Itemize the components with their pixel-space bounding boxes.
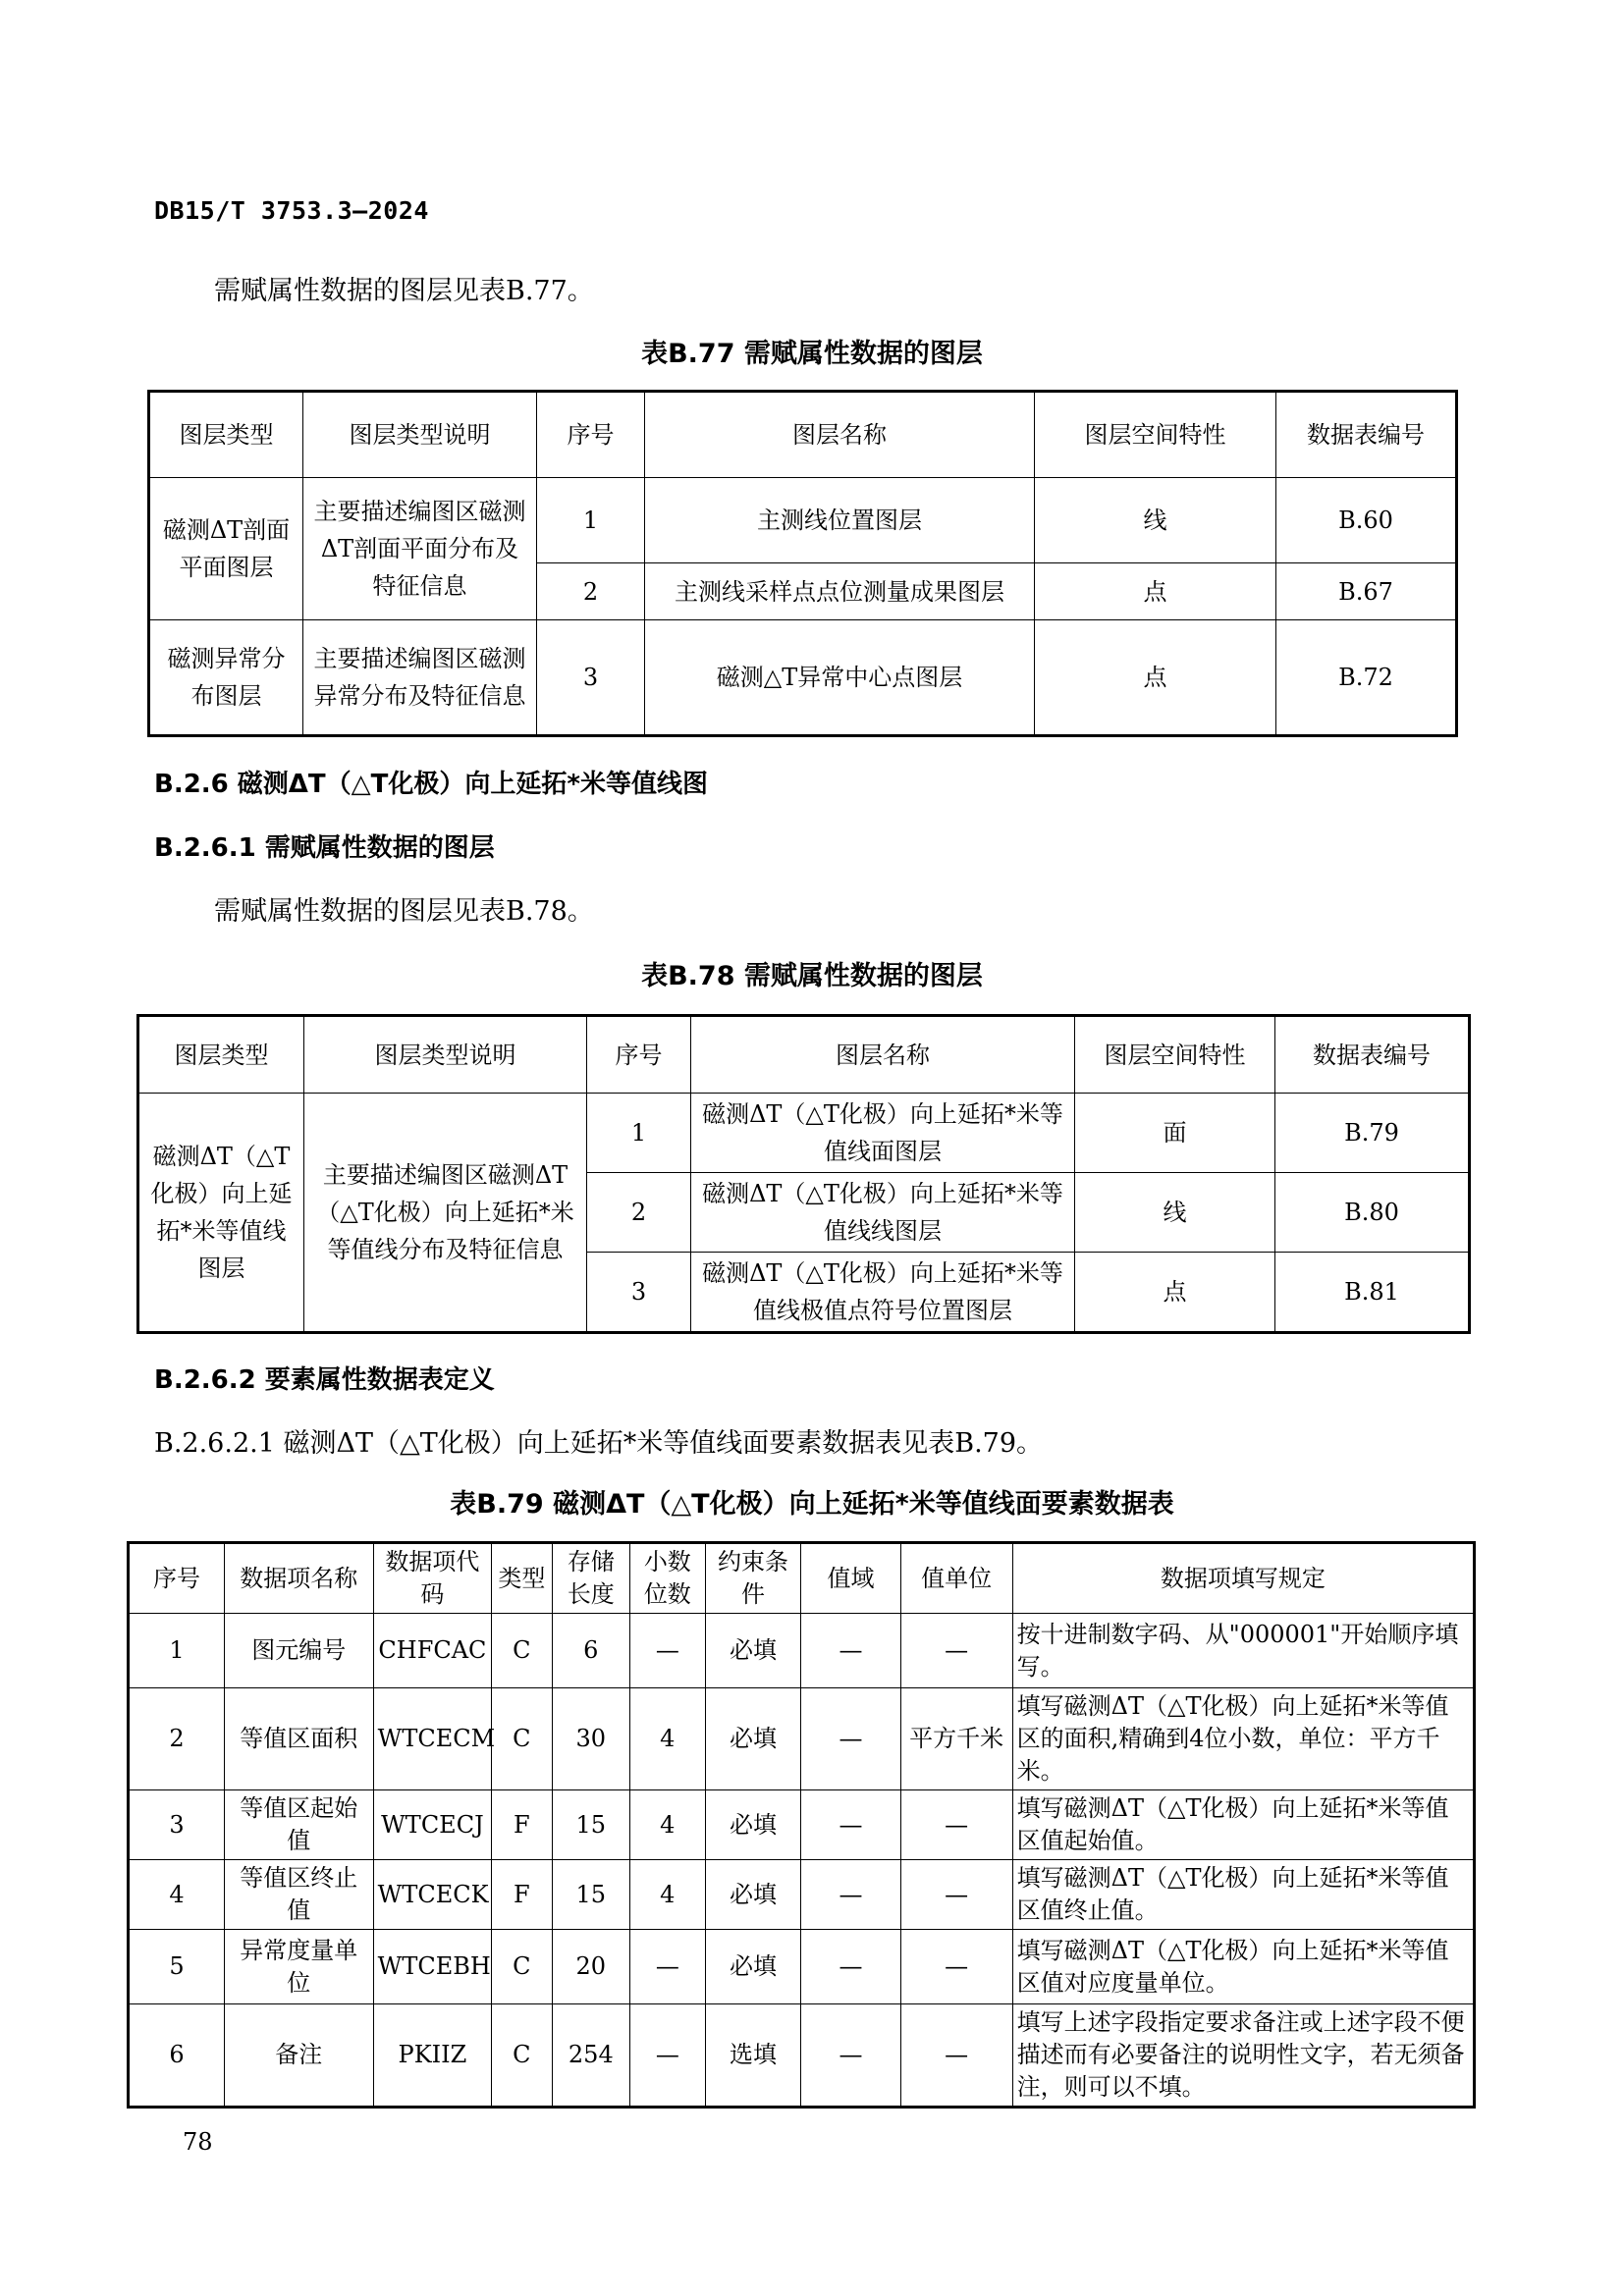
header-cell: 序号 (587, 1016, 691, 1094)
field-code-cell: PKIIZ (373, 2004, 492, 2108)
unit-cell: — (900, 1614, 1012, 1688)
table-no-cell: B.79 (1275, 1094, 1470, 1173)
field-code-cell: WTCECM (373, 1688, 492, 1790)
table-row (129, 2004, 1475, 2108)
header-cell: 图层类型说明 (303, 392, 537, 478)
table-b79-caption: 表B.79 磁测ΔT（△T化极）向上延拓*米等值线面要素数据表 (450, 1489, 1174, 1520)
field-name-cell: 异常度量单位 (224, 1930, 373, 2004)
field-name-cell: 等值区终止值 (224, 1860, 373, 1930)
no-cell: 1 (537, 478, 645, 563)
page-number: 78 (183, 2128, 213, 2156)
type-cell: C (492, 1614, 552, 1688)
field-code-cell: WTCEBH (373, 1930, 492, 2004)
layer-type-cell: 磁测ΔT剖面平面图层 (149, 478, 303, 620)
header-cell: 数据表编号 (1275, 1016, 1470, 1094)
section-heading-b26: B.2.6 磁测ΔT（△T化极）向上延拓*米等值线图 (154, 770, 708, 799)
rule-cell: 按十进制数字码、从"000001"开始顺序填写。 (1012, 1614, 1474, 1688)
type-cell: F (492, 1790, 552, 1860)
unit-cell: — (900, 1790, 1012, 1860)
table-no-cell: B.67 (1276, 563, 1457, 620)
table-b77-caption: 表B.77 需赋属性数据的图层 (641, 339, 983, 369)
header-cell: 序号 (537, 392, 645, 478)
length-cell: 254 (552, 2004, 630, 2108)
domain-cell: — (801, 1860, 900, 1930)
table-b78 (136, 1014, 1471, 1334)
header-cell: 值单位 (900, 1543, 1012, 1614)
paragraph-intro-b78: 需赋属性数据的图层见表B.78。 (214, 896, 594, 927)
spatial-cell: 面 (1075, 1094, 1275, 1173)
rule-cell: 填写磁测ΔT（△T化极）向上延拓*米等值区值起始值。 (1012, 1790, 1474, 1860)
table-row (138, 1094, 1470, 1173)
table-row (129, 1688, 1475, 1790)
field-name-cell: 等值区起始值 (224, 1790, 373, 1860)
length-cell: 15 (552, 1860, 630, 1930)
no-cell: 4 (129, 1860, 225, 1930)
spatial-cell: 点 (1075, 1253, 1275, 1333)
constraint-cell: 选填 (705, 2004, 801, 2108)
spatial-cell: 点 (1035, 620, 1276, 736)
header-cell: 数据表编号 (1276, 392, 1457, 478)
decimals-cell: 4 (630, 1790, 705, 1860)
field-code-cell: CHFCAC (373, 1614, 492, 1688)
header-cell: 图层名称 (645, 392, 1035, 478)
header-cell: 数据项代码 (373, 1543, 492, 1614)
constraint-cell: 必填 (705, 1614, 801, 1688)
layer-desc-cell: 主要描述编图区磁测ΔT剖面平面分布及特征信息 (303, 478, 537, 620)
layer-desc-cell: 主要描述编图区磁测ΔT（△T化极）向上延拓*米等值线分布及特征信息 (304, 1094, 587, 1333)
length-cell: 20 (552, 1930, 630, 2004)
rule-cell: 填写磁测ΔT（△T化极）向上延拓*米等值区值对应度量单位。 (1012, 1930, 1474, 2004)
constraint-cell: 必填 (705, 1860, 801, 1930)
header-cell: 图层空间特性 (1035, 392, 1276, 478)
unit-cell: — (900, 1860, 1012, 1930)
length-cell: 6 (552, 1614, 630, 1688)
no-cell: 2 (587, 1173, 691, 1253)
field-code-cell: WTCECJ (373, 1790, 492, 1860)
table-no-cell: B.81 (1275, 1253, 1470, 1333)
table-b77 (147, 390, 1458, 737)
layer-type-cell: 磁测ΔT（△T化极）向上延拓*米等值线图层 (138, 1094, 304, 1333)
section-heading-b261: B.2.6.1 需赋属性数据的图层 (154, 833, 495, 863)
no-cell: 2 (537, 563, 645, 620)
field-name-cell: 等值区面积 (224, 1688, 373, 1790)
paragraph-intro-b77: 需赋属性数据的图层见表B.77。 (214, 276, 594, 306)
header-cell: 数据项填写规定 (1012, 1543, 1474, 1614)
table-row (129, 1614, 1475, 1688)
table-row (129, 1930, 1475, 2004)
field-name-cell: 图元编号 (224, 1614, 373, 1688)
no-cell: 5 (129, 1930, 225, 2004)
header-cell: 图层类型 (149, 392, 303, 478)
header-cell: 图层空间特性 (1075, 1016, 1275, 1094)
decimals-cell: 4 (630, 1860, 705, 1930)
domain-cell: — (801, 1688, 900, 1790)
layer-name-cell: 磁测ΔT（△T化极）向上延拓*米等值线线图层 (691, 1173, 1075, 1253)
spatial-cell: 线 (1035, 478, 1276, 563)
domain-cell: — (801, 1614, 900, 1688)
field-code-cell: WTCECK (373, 1860, 492, 1930)
decimals-cell: — (630, 2004, 705, 2108)
type-cell: C (492, 1688, 552, 1790)
header-cell: 类型 (492, 1543, 552, 1614)
no-cell: 2 (129, 1688, 225, 1790)
header-cell: 序号 (129, 1543, 225, 1614)
header-cell: 数据项名称 (224, 1543, 373, 1614)
decimals-cell: 4 (630, 1688, 705, 1790)
header-cell: 图层名称 (691, 1016, 1075, 1094)
layer-name-cell: 磁测△T异常中心点图层 (645, 620, 1035, 736)
length-cell: 30 (552, 1688, 630, 1790)
table-no-cell: B.72 (1276, 620, 1457, 736)
table-b78-caption: 表B.78 需赋属性数据的图层 (641, 961, 983, 991)
header-cell: 图层类型说明 (304, 1016, 587, 1094)
table-row (129, 1860, 1475, 1930)
decimals-cell: — (630, 1930, 705, 2004)
table-no-cell: B.80 (1275, 1173, 1470, 1253)
domain-cell: — (801, 1930, 900, 2004)
no-cell: 1 (587, 1094, 691, 1173)
header-cell: 存储长度 (552, 1543, 630, 1614)
layer-name-cell: 主测线采样点点位测量成果图层 (645, 563, 1035, 620)
spatial-cell: 点 (1035, 563, 1276, 620)
rule-cell: 填写磁测ΔT（△T化极）向上延拓*米等值区的面积,精确到4位小数，单位：平方千米。 (1012, 1688, 1474, 1790)
rule-cell: 填写上述字段指定要求备注或上述字段不便描述而有必要备注的说明性文字，若无须备注，则可以不填。 (1012, 2004, 1474, 2108)
unit-cell: — (900, 1930, 1012, 2004)
unit-cell: 平方千米 (900, 1688, 1012, 1790)
header-cell: 小数位数 (630, 1543, 705, 1614)
type-cell: C (492, 2004, 552, 2108)
constraint-cell: 必填 (705, 1930, 801, 2004)
constraint-cell: 必填 (705, 1688, 801, 1790)
spatial-cell: 线 (1075, 1173, 1275, 1253)
table-b79 (127, 1541, 1476, 2109)
header-cell: 值域 (801, 1543, 900, 1614)
unit-cell: — (900, 2004, 1012, 2108)
header-cell: 图层类型 (138, 1016, 304, 1094)
table-row (149, 620, 1457, 736)
no-cell: 3 (129, 1790, 225, 1860)
constraint-cell: 必填 (705, 1790, 801, 1860)
table-no-cell: B.60 (1276, 478, 1457, 563)
layer-name-cell: 主测线位置图层 (645, 478, 1035, 563)
layer-type-cell: 磁测异常分布图层 (149, 620, 303, 736)
type-cell: F (492, 1860, 552, 1930)
table-row (129, 1790, 1475, 1860)
length-cell: 15 (552, 1790, 630, 1860)
header-cell: 约束条件 (705, 1543, 801, 1614)
domain-cell: — (801, 2004, 900, 2108)
no-cell: 6 (129, 2004, 225, 2108)
layer-name-cell: 磁测ΔT（△T化极）向上延拓*米等值线极值点符号位置图层 (691, 1253, 1075, 1333)
no-cell: 3 (537, 620, 645, 736)
rule-cell: 填写磁测ΔT（△T化极）向上延拓*米等值区值终止值。 (1012, 1860, 1474, 1930)
type-cell: C (492, 1930, 552, 2004)
no-cell: 1 (129, 1614, 225, 1688)
section-heading-b262: B.2.6.2 要素属性数据表定义 (154, 1365, 495, 1395)
document-code: DB15/T 3753.3—2024 (154, 196, 429, 225)
paragraph-intro-b79: B.2.6.2.1 磁测ΔT（△T化极）向上延拓*米等值线面要素数据表见表B.79。 (154, 1428, 1044, 1459)
no-cell: 3 (587, 1253, 691, 1333)
table-row (149, 478, 1457, 563)
field-name-cell: 备注 (224, 2004, 373, 2108)
domain-cell: — (801, 1790, 900, 1860)
layer-desc-cell: 主要描述编图区磁测异常分布及特征信息 (303, 620, 537, 736)
decimals-cell: — (630, 1614, 705, 1688)
layer-name-cell: 磁测ΔT（△T化极）向上延拓*米等值线面图层 (691, 1094, 1075, 1173)
